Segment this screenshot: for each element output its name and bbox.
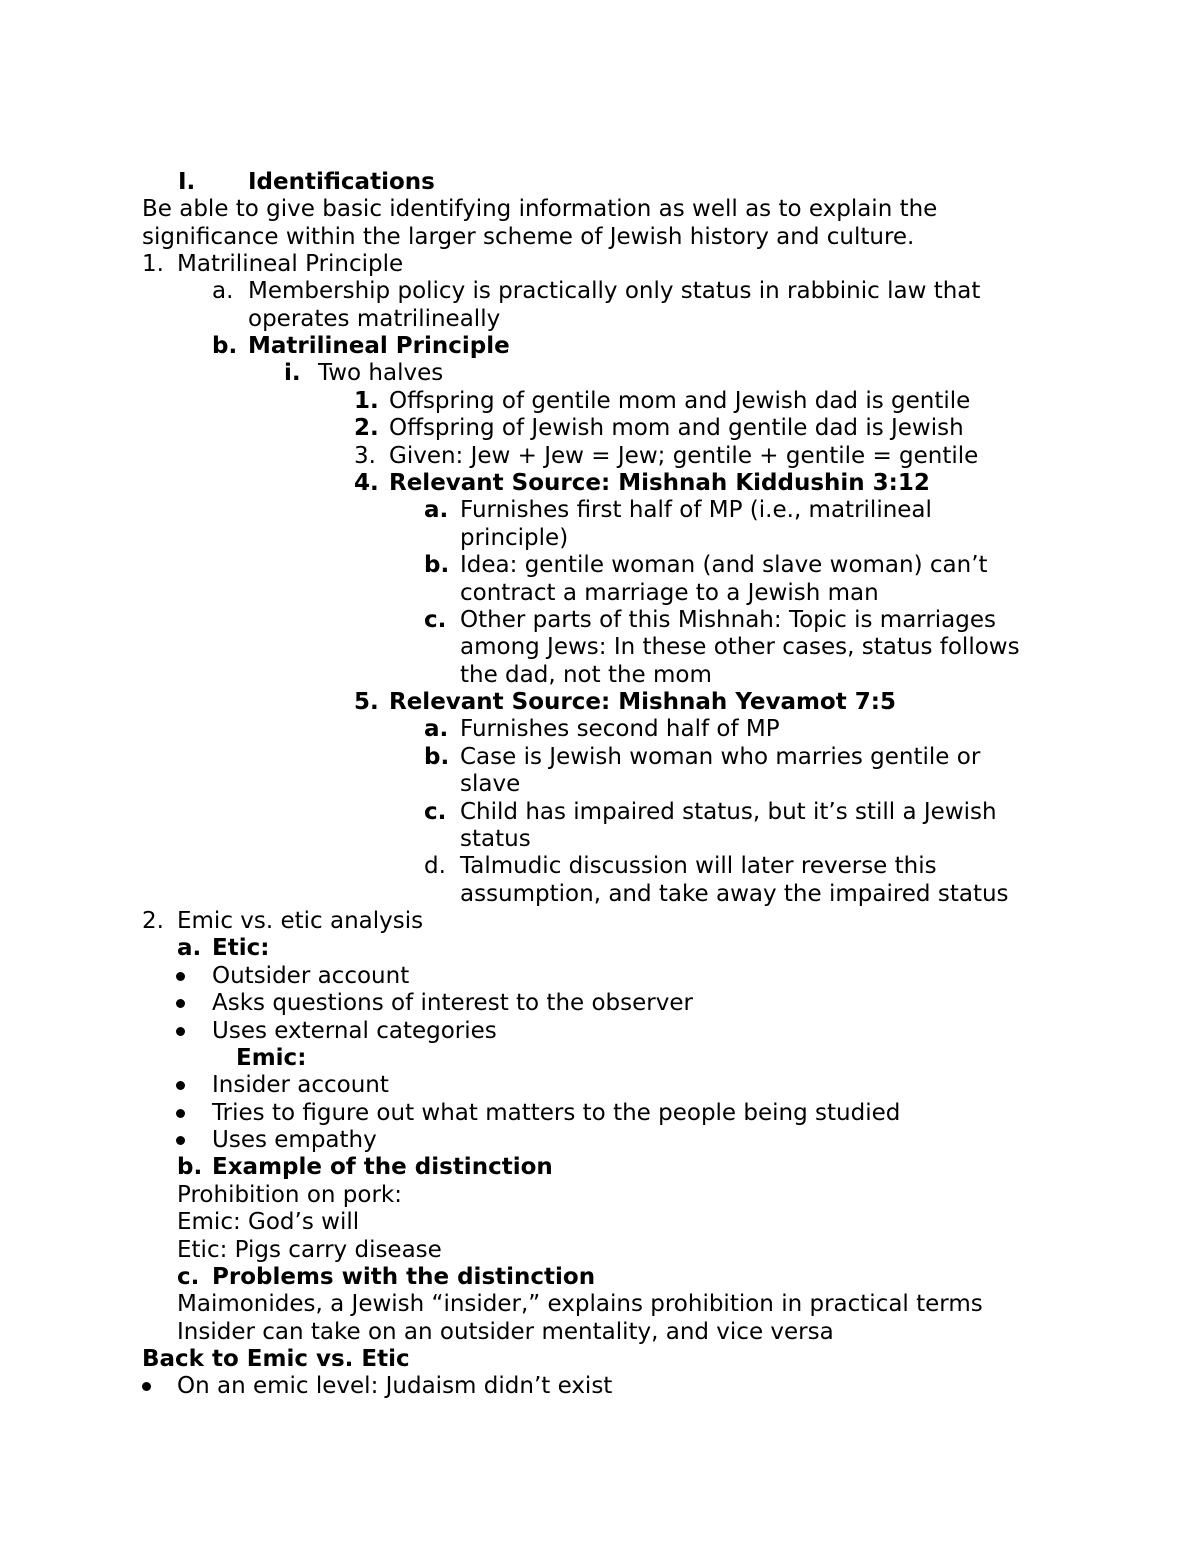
body-text: Insider can take on an outsider mentality, and vice versa xyxy=(177,1319,834,1345)
intro-line: significance within the larger scheme of Jewish history and culture. xyxy=(142,224,915,250)
list-item-text: operates matrilineally xyxy=(248,306,501,332)
heading-numeral: I. xyxy=(178,169,196,195)
list-item-text: principle) xyxy=(460,525,569,551)
body-text: Prohibition on pork: xyxy=(177,1182,402,1208)
bullet-text: Tries to figure out what matters to the people being studied xyxy=(212,1100,901,1126)
list-marker: a. xyxy=(424,716,449,742)
list-item-text: Offspring of Jewish mom and gentile dad is Jewish xyxy=(389,415,964,441)
bullet-text: Uses external categories xyxy=(212,1018,497,1044)
subsection-title: Emic: xyxy=(236,1045,307,1071)
list-marker: d. xyxy=(424,853,446,879)
bullet-icon xyxy=(176,999,185,1008)
body-text: Maimonides, a Jewish “insider,” explains prohibition in practical terms xyxy=(177,1291,983,1317)
bullet-text: Insider account xyxy=(212,1072,389,1098)
list-item-text: Offspring of gentile mom and Jewish dad is gentile xyxy=(389,388,971,414)
bullet-text: Uses empathy xyxy=(212,1127,377,1153)
list-marker: 3. xyxy=(354,443,376,469)
list-marker: i. xyxy=(284,360,301,386)
list-item-text: Idea: gentile woman (and slave woman) can’t xyxy=(460,552,988,578)
bullet-icon xyxy=(176,1081,185,1090)
list-item-text: slave xyxy=(460,771,521,797)
list-marker: b. xyxy=(177,1154,203,1180)
list-item-text: Furnishes first half of MP (i.e., matrilineal xyxy=(460,497,932,523)
source-title: Relevant Source: Mishnah Kiddushin 3:12 xyxy=(389,470,930,496)
list-marker: c. xyxy=(177,1264,200,1290)
bullet-icon xyxy=(176,972,185,981)
list-item-text: Child has impaired status, but it’s still a Jewish xyxy=(460,799,997,825)
body-text: Emic: God’s will xyxy=(177,1209,360,1235)
list-item-text: the dad, not the mom xyxy=(460,662,712,688)
bullet-text: Outsider account xyxy=(212,963,410,989)
list-item-text: assumption, and take away the impaired status xyxy=(460,881,1009,907)
list-marker: b. xyxy=(424,744,450,770)
list-marker: a. xyxy=(177,935,202,961)
list-marker: 1. xyxy=(142,251,164,277)
body-text: Etic: Pigs carry disease xyxy=(177,1237,442,1263)
bullet-icon xyxy=(176,1109,185,1118)
list-item-text: contract a marriage to a Jewish man xyxy=(460,580,879,606)
list-item-text: among Jews: In these other cases, status follows xyxy=(460,634,1020,660)
list-marker: b. xyxy=(424,552,450,578)
subsection-title: Example of the distinction xyxy=(212,1154,553,1180)
list-item-text: Two halves xyxy=(318,360,444,386)
bullet-icon xyxy=(176,1136,185,1145)
subsection-title: Problems with the distinction xyxy=(212,1264,596,1290)
list-item-text: status xyxy=(460,826,531,852)
list-marker: a. xyxy=(424,497,449,523)
bullet-text: Asks questions of interest to the observer xyxy=(212,990,693,1016)
list-item-text: Talmudic discussion will later reverse this xyxy=(460,853,937,879)
list-marker: a. xyxy=(212,278,234,304)
bullet-icon xyxy=(176,1027,185,1036)
list-marker: c. xyxy=(424,607,447,633)
list-marker: 1. xyxy=(354,388,379,414)
list-marker: 4. xyxy=(354,470,379,496)
source-title: Relevant Source: Mishnah Yevamot 7:5 xyxy=(389,689,896,715)
list-item-text: Furnishes second half of MP xyxy=(460,716,780,742)
list-marker: 2. xyxy=(142,908,164,934)
list-item-text: Case is Jewish woman who marries gentile or xyxy=(460,744,981,770)
subsection-title: Etic: xyxy=(212,935,270,961)
section-title: Back to Emic vs. Etic xyxy=(142,1346,410,1372)
list-item-text: Other parts of this Mishnah: Topic is marriages xyxy=(460,607,997,633)
list-item-text: Membership policy is practically only status in rabbinic law that xyxy=(248,278,981,304)
subsection-title: Matrilineal Principle xyxy=(248,333,510,359)
intro-line: Be able to give basic identifying information as well as to explain the xyxy=(142,196,938,222)
section-title: Emic vs. etic analysis xyxy=(177,908,424,934)
section-title: Matrilineal Principle xyxy=(177,251,404,277)
list-marker: b. xyxy=(212,333,238,359)
bullet-text: On an emic level: Judaism didn’t exist xyxy=(177,1373,613,1399)
list-marker: c. xyxy=(424,799,447,825)
bullet-icon xyxy=(142,1382,151,1391)
list-marker: 5. xyxy=(354,689,379,715)
list-item-text: Given: Jew + Jew = Jew; gentile + gentile = gentile xyxy=(389,443,979,469)
list-marker: 2. xyxy=(354,415,379,441)
heading-title: Identifications xyxy=(248,169,435,195)
